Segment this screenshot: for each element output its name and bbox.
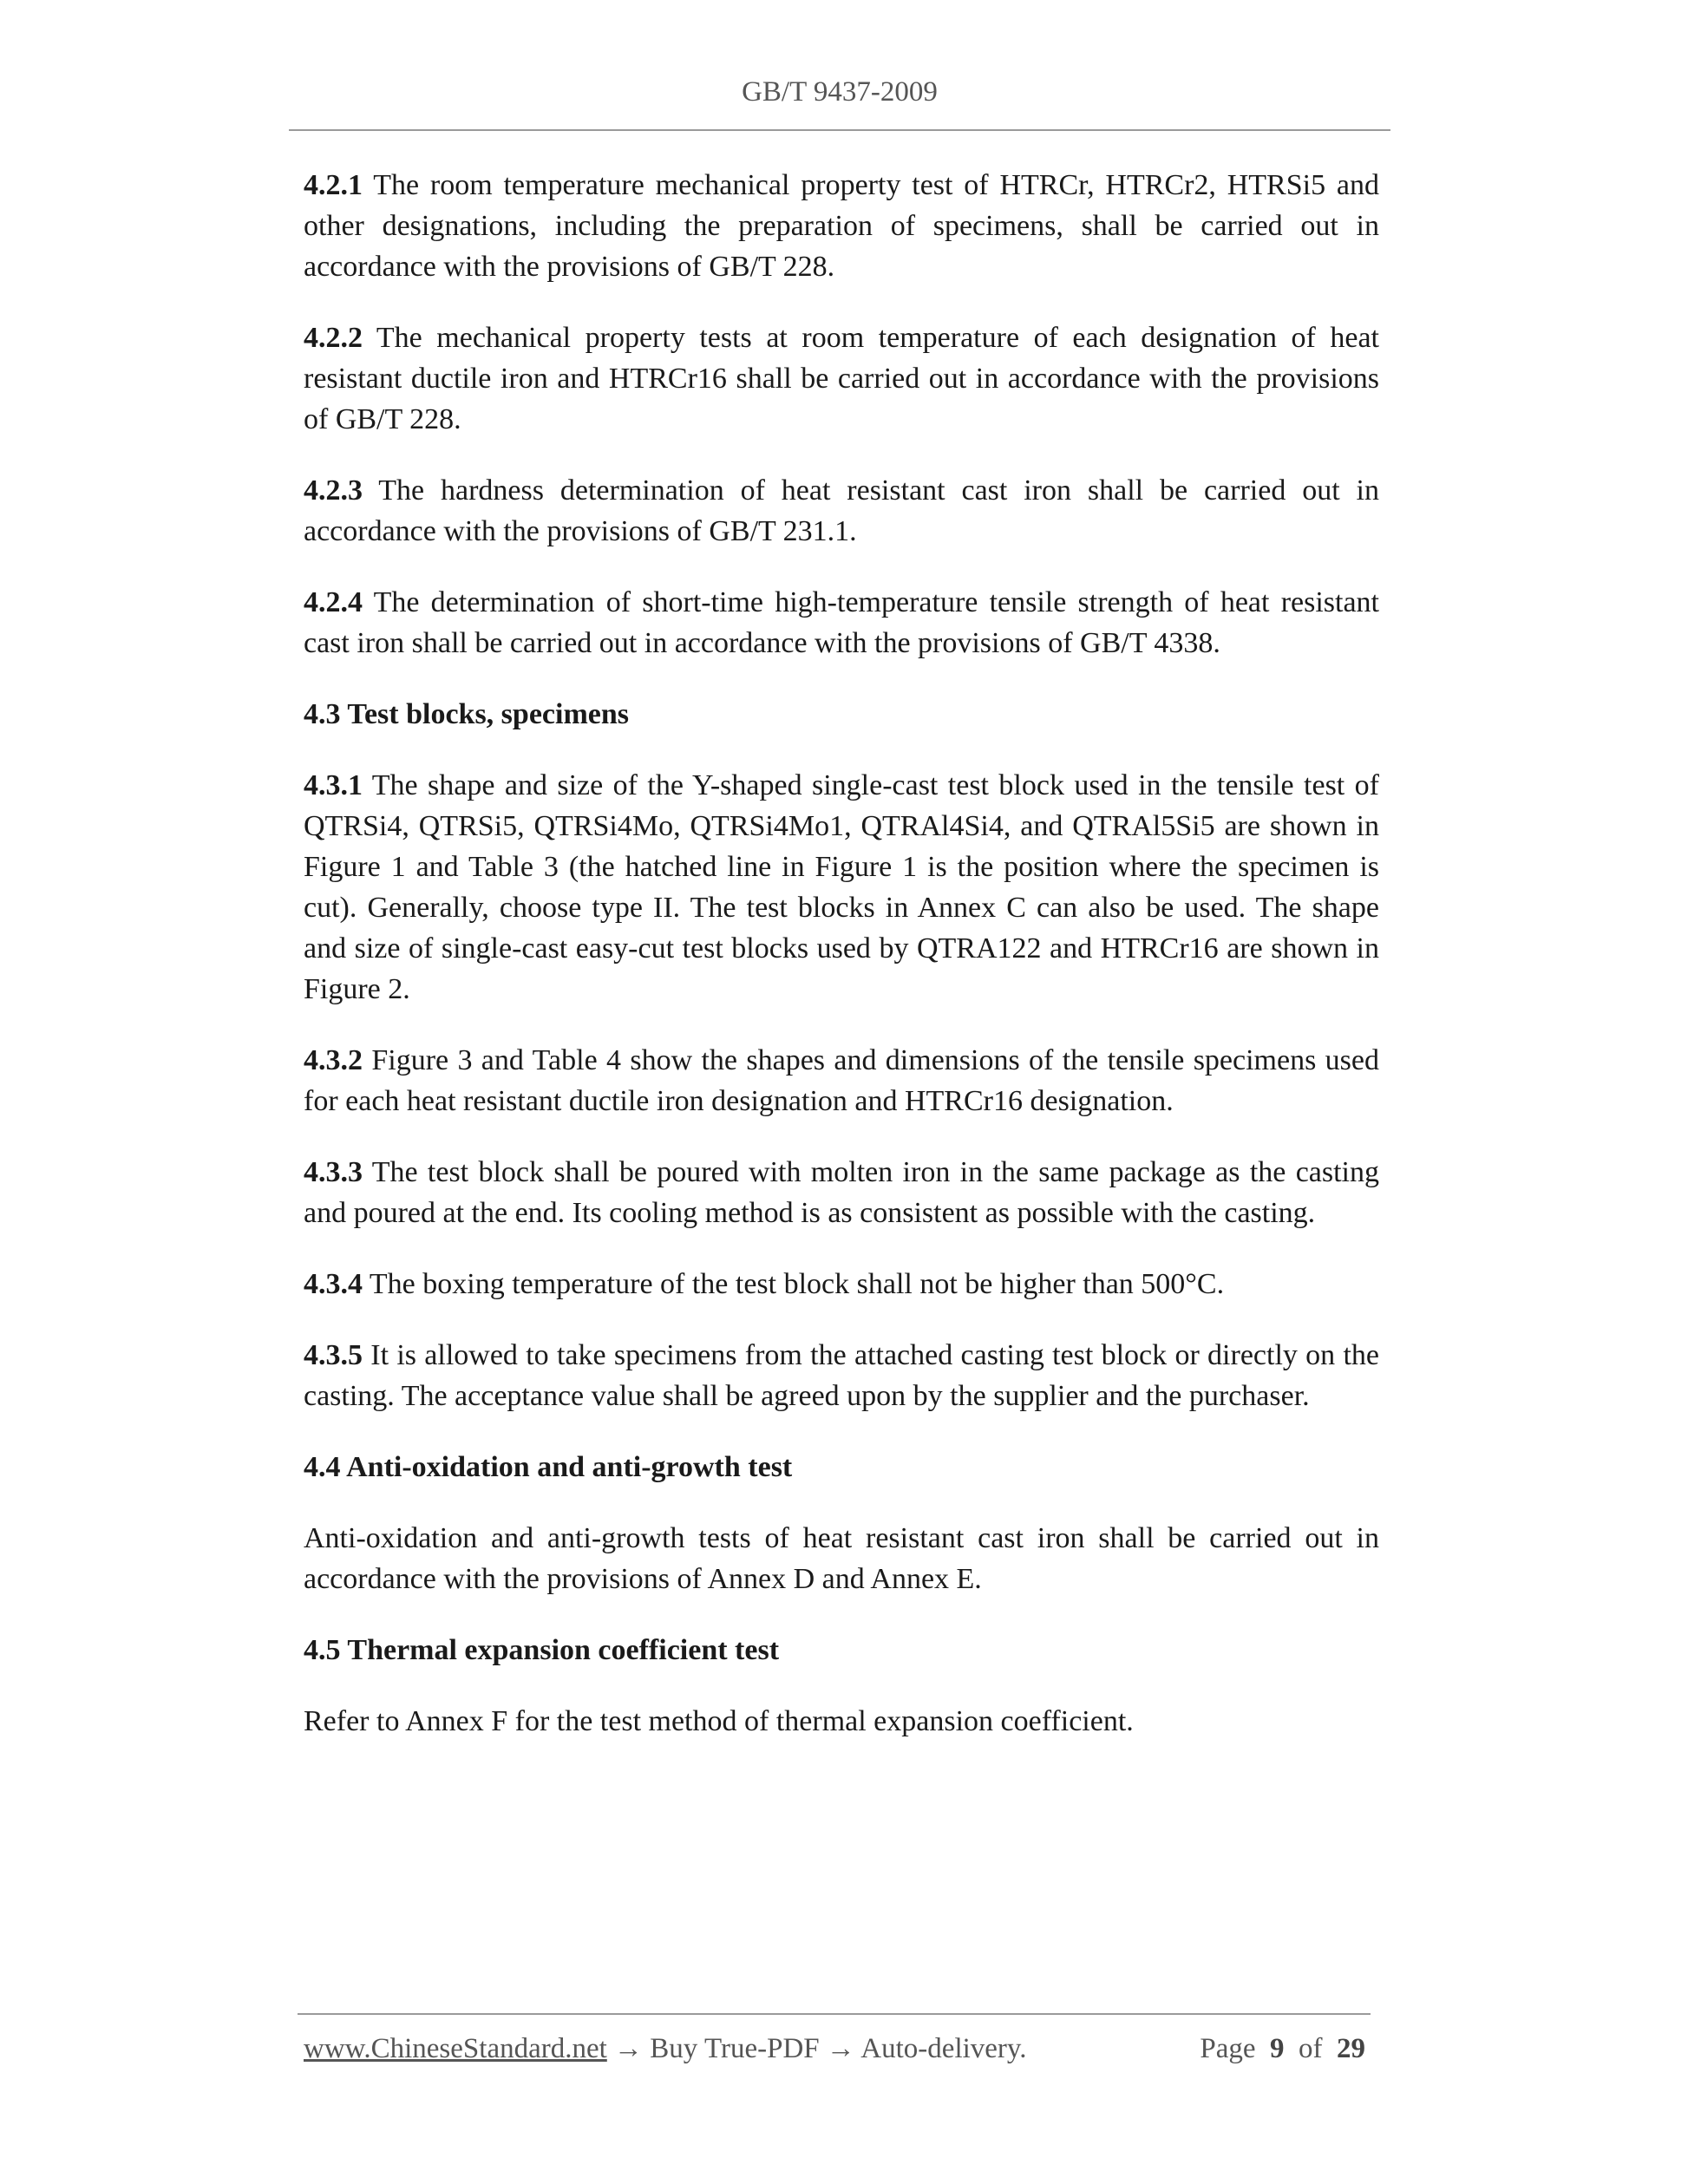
header-divider (289, 129, 1390, 131)
of-label: of (1299, 2033, 1323, 2064)
page-number: 9 (1270, 2033, 1285, 2064)
section-heading-4-5: 4.5 Thermal expansion coefficient test (304, 1634, 780, 1666)
clause-number: 4.2.2 (304, 322, 363, 354)
clause-4-3-4 (304, 1264, 1379, 1305)
document-body (304, 165, 1379, 1772)
clause-4-2-2 (304, 317, 1379, 440)
clause-4-2-4 (304, 582, 1379, 664)
clause-number: 4.3.1 (304, 769, 363, 801)
clause-text: The shape and size of the Y-shaped single-cast test block used in the tensile test of QTRSi4, QTRSi5, QTRSi4Mo, QTRSi4Mo1, QTRAl4Si4, and QTRAl5Si5 are shown in Figure 1 and Table 3 (the hatched line in Figure 1 is the position where the specimen is cut). Generally, choose type II. The test blocks in Annex C can also be used. The shape and size of single-cast easy-cut test blocks used by QTRA122 and HTRCr16 are shown in Figure 2. (304, 769, 1379, 1005)
clause-text: The mechanical property tests at room temperature of each designation of heat resistant ductile iron and HTRCr16 shall be carried out in accordance with the provisions of GB/T 228. (304, 322, 1379, 435)
clause-number: 4.2.1 (304, 169, 363, 201)
clause-number: 4.2.3 (304, 474, 363, 507)
page-header: GB/T 9437-2009 (742, 76, 938, 108)
clause-text: The test block shall be poured with molten iron in the same package as the casting and poured at the end. Its cooling method is as consistent as possible with the casting. (304, 1156, 1379, 1229)
clause-number: 4.2.4 (304, 586, 363, 618)
clause-text: The room temperature mechanical property test of HTRCr, HTRCr2, HTRSi5 and other designations, including the preparation of specimens, shall be carried out in accordance with the provisions of GB/T 228. (304, 169, 1379, 283)
clause-text: Figure 3 and Table 4 show the shapes and dimensions of the tensile specimens used for each heat resistant ductile iron designation and HTRCr16 designation. (304, 1044, 1379, 1117)
clause-text: The hardness determination of heat resistant cast iron shall be carried out in accordance with the provisions of GB/T 231.1. (304, 474, 1379, 547)
clause-number: 4.3.2 (304, 1044, 363, 1076)
clause-text: The determination of short-time high-temperature tensile strength of heat resistant cast iron shall be carried out in accordance with the provisions of GB/T 4338. (304, 586, 1379, 659)
footer-promo (304, 2033, 1027, 2065)
clause-4-2-3 (304, 470, 1379, 552)
page-total: 29 (1337, 2033, 1365, 2064)
clause-4-2-1 (304, 165, 1379, 287)
clause-text: The boxing temperature of the test block shall not be higher than 500°C. (363, 1268, 1225, 1300)
clause-number: 4.3.4 (304, 1268, 363, 1300)
clause-4-3-2 (304, 1040, 1379, 1121)
paragraph-thermal-expansion: Refer to Annex F for the test method of thermal expansion coefficient. (304, 1705, 1134, 1737)
clause-number: 4.3.3 (304, 1156, 363, 1188)
section-heading-4-4: 4.4 Anti-oxidation and anti-growth test (304, 1451, 793, 1483)
section-heading-4-3: 4.3 Test blocks, specimens (304, 698, 629, 730)
paragraph-anti-oxidation: Anti-oxidation and anti-growth tests of heat resistant cast iron shall be carried out in accordance with the provisions of Annex D and Annex E. (304, 1522, 1379, 1595)
clause-4-3-1 (304, 765, 1379, 1010)
footer-promo-text: → Buy True-PDF → Auto-delivery. (606, 2033, 1027, 2064)
clause-4-3-5 (304, 1335, 1379, 1416)
website-link[interactable]: www.ChineseStandard.net (304, 2033, 607, 2064)
page-counter (1200, 2033, 1365, 2065)
clause-4-3-3 (304, 1152, 1379, 1233)
footer-divider (298, 2013, 1371, 2015)
page-label: Page (1200, 2033, 1256, 2064)
clause-number: 4.3.5 (304, 1339, 363, 1371)
clause-text: It is allowed to take specimens from the attached casting test block or directly on the casting. The acceptance value shall be agreed upon by the supplier and the purchaser. (304, 1339, 1379, 1412)
